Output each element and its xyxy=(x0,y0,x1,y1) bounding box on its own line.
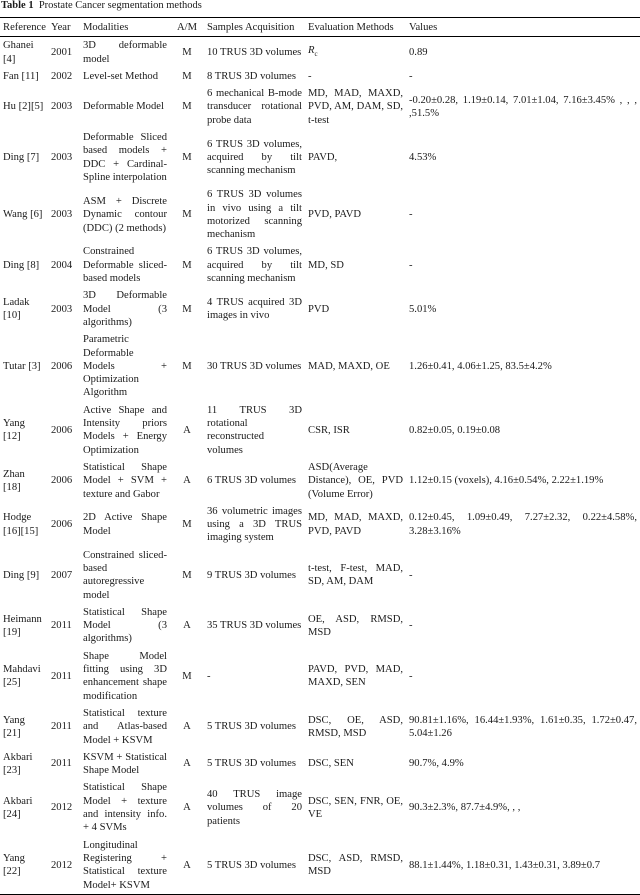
values-cell: 0.89 xyxy=(409,46,428,58)
year-cell: 2007 xyxy=(51,569,73,581)
samples-cell: 30 TRUS 3D volumes xyxy=(207,360,302,372)
values-cell: - xyxy=(409,620,413,632)
values-cell: 90.7%, 4.9% xyxy=(409,758,464,770)
am-cell: M xyxy=(182,70,192,82)
table-row xyxy=(0,459,640,503)
values-cell: -0.20±0.28, 1.19±0.14, 7.01±1.04, 7.16±3.45% , , , ,51.5% xyxy=(409,94,637,120)
am-cell: M xyxy=(182,519,192,531)
evaluation-cell: PVD xyxy=(308,303,330,315)
reference-cell: Ghanei [4] xyxy=(3,40,34,65)
year-cell: 2004 xyxy=(51,259,73,271)
table-row xyxy=(0,186,640,243)
table-row xyxy=(0,749,640,780)
evaluation-cell: DSC, SEN, FNR, OE, VE xyxy=(308,795,403,821)
samples-cell: 5 TRUS 3D volumes xyxy=(207,758,296,770)
samples-cell: 5 TRUS 3D volumes xyxy=(207,859,296,871)
evaluation-cell: DSC, SEN xyxy=(308,758,354,770)
modality-cell: Parametric Deformable Models + Optimization Algorithm xyxy=(83,334,167,399)
modality-cell: KSVM + Statistical Shape Model xyxy=(83,751,167,777)
reference-cell: Hodge [16][15] xyxy=(3,512,39,537)
evaluation-cell: OE, ASD, RMSD, MSD xyxy=(308,613,403,638)
year-cell: 2006 xyxy=(51,424,73,436)
samples-cell: 10 TRUS 3D volumes xyxy=(207,46,302,58)
table-row xyxy=(0,331,640,401)
table-row xyxy=(0,287,640,331)
table-row xyxy=(0,402,640,459)
values-cell: 1.12±0.15 (voxels), 4.16±0.54%, 2.22±1.19% xyxy=(409,475,604,487)
table-row xyxy=(0,779,640,836)
evaluation-cell: - xyxy=(308,70,312,82)
samples-cell: 6 TRUS 3D volumes, acquired by tilt scanning mechanism xyxy=(207,138,302,177)
samples-cell: 4 TRUS acquired 3D images in vivo xyxy=(207,296,302,322)
evaluation-cell: PAVD, xyxy=(308,152,338,164)
values-cell: 88.1±1.44%, 1.18±0.31, 1.43±0.31, 3.89±0.7 xyxy=(409,859,600,871)
year-cell: 2003 xyxy=(51,303,73,315)
am-cell: A xyxy=(183,424,191,436)
values-cell: 1.26±0.41, 4.06±1.25, 83.5±4.2% xyxy=(409,360,552,372)
modality-cell: 3D deformable model xyxy=(83,40,167,65)
reference-cell: Tutar [3] xyxy=(3,360,41,372)
table-title: Prostate Cancer segmentation methods xyxy=(38,0,202,11)
samples-cell: 6 TRUS 3D volumes in vivo using a tilt motorized scanning mechanism xyxy=(207,189,302,241)
values-cell: - xyxy=(409,209,413,221)
table-row xyxy=(0,129,640,186)
samples-cell: 36 volumetric images using a 3D TRUS imaging system xyxy=(207,505,302,544)
reference-cell: Hu [2][5] xyxy=(3,101,44,113)
evaluation-cell: PVD, PAVD xyxy=(308,209,361,221)
samples-cell: - xyxy=(207,670,211,682)
values-cell: - xyxy=(409,70,413,82)
modality-cell: Active Shape and Intensity priors Models + Energy Optimization xyxy=(83,404,167,456)
year-cell: 2012 xyxy=(51,859,73,871)
header-evaluation: Evaluation Methods xyxy=(308,22,394,33)
segmentation-methods-table xyxy=(0,17,640,895)
am-cell: M xyxy=(182,303,192,315)
year-cell: 2003 xyxy=(51,101,73,113)
values-cell: 0.12±0.45, 1.09±0.49, 7.27±2.32, 0.22±4.58%, 3.28±3.16% xyxy=(409,512,637,537)
values-cell: 4.53% xyxy=(409,152,437,164)
reference-cell: Ladak [10] xyxy=(3,296,30,322)
table-row xyxy=(0,705,640,749)
values-cell: - xyxy=(409,670,413,682)
modality-cell: 2D Active Shape Model xyxy=(83,512,167,537)
modality-cell: Deformable Sliced based models + DDC + Cardinal-Spline interpolation xyxy=(83,132,167,183)
evaluation-cell: MAD, MAXD, OE xyxy=(308,360,390,372)
am-cell: A xyxy=(183,620,191,632)
table-label: Table 1 xyxy=(1,0,34,11)
table-row xyxy=(0,68,640,85)
am-cell: M xyxy=(182,360,192,372)
year-cell: 2006 xyxy=(51,360,73,372)
table-row xyxy=(0,37,640,68)
values-cell: 90.3±2.3%, 87.7±4.9%, , , xyxy=(409,802,521,814)
am-cell: A xyxy=(183,721,191,733)
modality-cell: Constrained sliced-based autoregressive model xyxy=(83,549,167,601)
evaluation-cell: $R_c$ xyxy=(308,44,318,58)
samples-cell: 6 TRUS 3D volumes, acquired by tilt scanning mechanism xyxy=(207,246,302,285)
year-cell: 2002 xyxy=(51,70,73,82)
samples-cell: 9 TRUS 3D volumes xyxy=(207,569,296,581)
modality-cell: Deformable Model xyxy=(83,101,164,113)
year-cell: 2001 xyxy=(51,46,73,58)
table-header-row xyxy=(0,18,640,37)
modality-cell: Statistical Shape Model + SVM + texture and Gabor xyxy=(83,461,167,500)
evaluation-cell: MD, MAD, MAXD, PVD, AM, DAM, SD, t-test xyxy=(308,88,403,126)
modality-cell: 3D Deformable Model (3 algorithms) xyxy=(83,290,167,328)
table-caption xyxy=(0,0,640,14)
modality-cell: Constrained Deformable sliced-based models xyxy=(83,246,167,285)
am-cell: M xyxy=(182,46,192,58)
samples-cell: 11 TRUS 3D rotational reconstructed volumes xyxy=(207,404,302,456)
table-row xyxy=(0,503,640,547)
samples-cell: 35 TRUS 3D volumes xyxy=(207,620,302,632)
year-cell: 2012 xyxy=(51,802,73,814)
reference-cell: Akbari [23] xyxy=(3,751,33,777)
evaluation-cell: ASD(Average Distance), OE, PVD (Volume Error) xyxy=(308,461,403,500)
evaluation-cell: DSC, OE, ASD, RMSD, MSD xyxy=(308,714,403,739)
year-cell: 2003 xyxy=(51,209,73,221)
modality-cell: Shape Model fitting using 3D enhancement shape modification xyxy=(83,650,167,702)
reference-cell: Ding [7] xyxy=(3,152,40,164)
am-cell: M xyxy=(182,152,192,164)
header-year: Year xyxy=(51,22,71,33)
year-cell: 2011 xyxy=(51,721,72,733)
table-row xyxy=(0,648,640,705)
header-modalities: Modalities xyxy=(83,22,129,33)
evaluation-cell: PAVD, PVD, MAD, MAXD, SEN xyxy=(308,664,403,689)
samples-cell: 5 TRUS 3D volumes xyxy=(207,721,296,733)
reference-cell: Yang [12] xyxy=(3,418,25,443)
reference-cell: Heimann [19] xyxy=(3,613,42,638)
header-am: A/M xyxy=(176,22,197,33)
modality-cell: Level-set Method xyxy=(83,70,159,82)
am-cell: A xyxy=(183,758,191,770)
evaluation-cell: DSC, ASD, RMSD, MSD xyxy=(308,852,403,878)
year-cell: 2003 xyxy=(51,152,73,164)
samples-cell: 6 mechanical B-mode transducer rotational probe data xyxy=(207,88,302,126)
header-samples: Samples Acquisition xyxy=(207,22,295,33)
am-cell: A xyxy=(183,475,191,487)
year-cell: 2006 xyxy=(51,519,73,531)
year-cell: 2011 xyxy=(51,758,72,770)
reference-cell: Ding [9] xyxy=(3,569,40,581)
values-cell: - xyxy=(409,259,413,271)
evaluation-cell: MD, MAD, MAXD, PVD, PAVD xyxy=(308,512,403,537)
reference-cell: Fan [11] xyxy=(3,70,39,82)
reference-cell: Mahdavi [25] xyxy=(3,664,41,689)
year-cell: 2011 xyxy=(51,670,72,682)
values-cell: 0.82±0.05, 0.19±0.08 xyxy=(409,424,501,436)
am-cell: A xyxy=(183,802,191,814)
modality-cell: Statistical texture and Atlas-based Model + KSVM xyxy=(83,707,167,746)
table-row xyxy=(0,604,640,648)
modality-cell: Longitudinal Registering + Statistical texture Model+ KSVM xyxy=(83,839,167,891)
table-row xyxy=(0,547,640,604)
am-cell: M xyxy=(182,259,192,271)
reference-cell: Yang [22] xyxy=(3,852,25,878)
reference-cell: Akbari [24] xyxy=(3,795,33,821)
year-cell: 2006 xyxy=(51,475,73,487)
modality-cell: Statistical Shape Model + texture and intensity info. + 4 SVMs xyxy=(83,782,167,834)
am-cell: M xyxy=(182,569,192,581)
reference-cell: Zhan [18] xyxy=(3,468,25,493)
table-row xyxy=(0,85,640,129)
am-cell: M xyxy=(182,209,192,221)
values-cell: - xyxy=(409,569,413,581)
values-cell: 5.01% xyxy=(409,303,437,315)
samples-cell: 40 TRUS image volumes of 20 patients xyxy=(207,789,302,827)
header-values: Values xyxy=(409,22,438,33)
reference-cell: Ding [8] xyxy=(3,259,40,271)
am-cell: A xyxy=(183,859,191,871)
reference-cell: Yang [21] xyxy=(3,714,25,739)
evaluation-cell: MD, SD xyxy=(308,259,344,271)
am-cell: M xyxy=(182,670,192,682)
year-cell: 2011 xyxy=(51,620,72,632)
values-cell: 90.81±1.16%, 16.44±1.93%, 1.61±0.35, 1.72±0.47, 5.04±1.26 xyxy=(409,714,637,739)
table-row xyxy=(0,837,640,895)
samples-cell: 6 TRUS 3D volumes xyxy=(207,475,296,487)
reference-cell: Wang [6] xyxy=(3,209,43,221)
modality-cell: ASM + Discrete Dynamic contour (DDC) (2 methods) xyxy=(83,195,167,234)
evaluation-cell: CSR, ISR xyxy=(308,424,350,436)
header-reference: Reference xyxy=(3,22,46,33)
modality-cell: Statistical Shape Model (3 algorithms) xyxy=(83,606,167,645)
evaluation-cell: t-test, F-test, MAD, SD, AM, DAM xyxy=(308,562,403,588)
samples-cell: 8 TRUS 3D volumes xyxy=(207,70,296,82)
am-cell: M xyxy=(182,101,192,113)
table-row xyxy=(0,243,640,287)
